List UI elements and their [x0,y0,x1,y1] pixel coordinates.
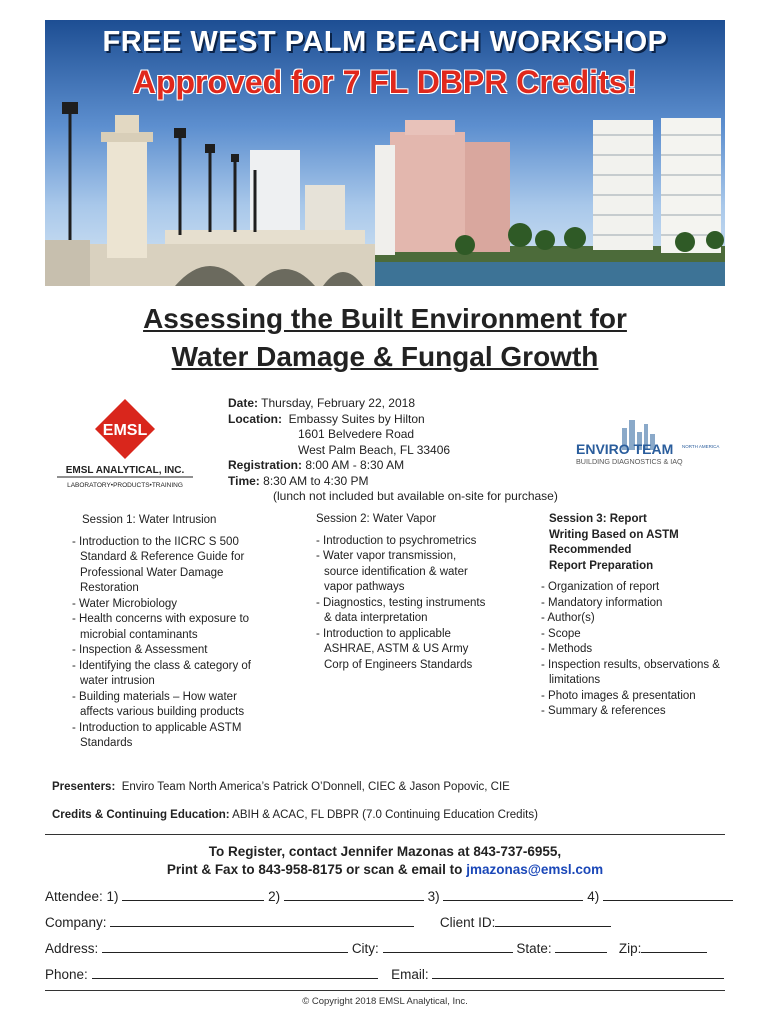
time-label: Time: [228,473,260,488]
credits-label: Credits & Continuing Education: [52,809,230,821]
session-3-topics [541,580,731,720]
attendee-2-label: 2) [268,889,281,904]
time-value: 8:30 AM to 4:30 PM [263,473,369,488]
registration-row [228,458,558,474]
list-item: - Health concerns with exposure to microbial contaminants [72,613,250,641]
attendee-3-label: 3) [427,889,440,904]
enviro-team-name: ENVIRO TEAM [576,441,674,457]
workshop-banner [45,20,725,286]
location-line-3: West Palm Beach, FL 33406 [298,442,451,457]
workshop-headline [0,300,770,376]
session-2-topics [316,534,486,674]
date-label: Date: [228,396,259,410]
list-item: - Building materials – How water affects various building products [72,690,245,718]
attendee-1-field[interactable] [122,887,264,901]
list-item: - Inspection results, observations & limitations [541,658,720,686]
emsl-mark: EMSL [102,422,148,439]
emsl-company-name: EMSL ANALYTICAL, INC. [65,465,185,476]
session-3-title-line-3: Recommended [549,544,632,556]
list-item: - Introduction to applicable ASTM Standards [72,721,242,749]
list-item: - Author(s) [541,612,595,624]
session-2-title: Session 2: Water Vapor [316,513,437,525]
enviro-region: NORTH AMERICA [682,444,720,449]
emsl-diamond-icon [55,395,195,490]
client-id-field[interactable] [495,913,611,927]
session-1 [72,513,272,752]
session-1-title: Session 1: Water Intrusion [82,514,217,526]
time-row [228,474,558,490]
session-3-title [541,512,731,574]
attendee-2-field[interactable] [284,887,424,901]
divider [45,990,725,991]
company-field[interactable] [110,913,414,927]
emsl-tagline: LABORATORY•PRODUCTS•TRAINING [67,482,183,489]
zip-field[interactable] [641,939,707,953]
city-field[interactable] [383,939,513,953]
registration-label: Registration: [228,458,303,472]
list-item: - Scope [541,627,581,640]
headline-line-1: Assessing the Built Environment for [143,303,627,334]
company-row [45,913,725,930]
enviro-team-logo [574,410,724,470]
session-3-title-line-2: Writing Based on ASTM [549,528,679,541]
credits-line [52,809,538,821]
state-field[interactable] [555,939,607,953]
list-item: - Organization of report [541,581,660,593]
enviro-tagline: BUILDING DIAGNOSTICS & IAQ [576,457,683,466]
session-3-title-line-4: Report Preparation [549,559,654,572]
state-label: State: [516,941,552,956]
attendee-4-label: 4) [587,889,600,904]
event-details [228,396,558,505]
headline-line-2: Water Damage & Fungal Growth [171,341,599,372]
register-line-2 [0,861,770,879]
email-label: Email: [391,967,429,982]
registration-instructions [0,843,770,879]
session-1-topics [72,535,272,752]
register-fax-text: Print & Fax to 843-958-8175 or scan & email to [166,862,463,877]
address-row [45,939,725,956]
presenters-line [52,781,510,793]
list-item: - Photo images & presentation [541,689,696,702]
list-item: - Methods [541,643,593,655]
session-3-title-line-1: Session 3: Report [549,513,647,525]
list-item: - Introduction to psychrometrics [316,534,477,547]
session-3 [541,512,731,720]
session-2 [316,512,486,673]
list-item: - Mandatory information [541,596,663,609]
date-value: Thursday, February 22, 2018 [261,396,416,410]
phone-field[interactable] [92,965,378,979]
list-item: - Summary & references [541,705,666,717]
list-item: - Inspection & Assessment [72,644,208,656]
address-field[interactable] [102,939,348,953]
attendee-3-field[interactable] [443,887,583,901]
register-email-link[interactable]: jmazonas@emsl.com [466,862,604,877]
banner-subtitle: Approved for 7 FL DBPR Credits! [132,64,638,100]
registration-value: 8:00 AM - 8:30 AM [305,458,405,472]
date-row [228,396,558,412]
lunch-note: (lunch not included but available on-site for purchase) [273,489,558,503]
divider [45,834,725,835]
location-label: Location: [228,411,282,426]
email-field[interactable] [432,965,724,979]
list-item: - Water vapor transmission, source identification & water vapor pathways [316,550,468,593]
banner-title: FREE WEST PALM BEACH WORKSHOP [102,26,668,58]
city-label: City: [351,941,379,956]
company-label: Company: [45,915,107,930]
credits-value: ABIH & ACAC, FL DBPR (7.0 Continuing Education Credits) [232,809,538,821]
zip-label: Zip: [618,941,642,956]
list-item: - Introduction to the IICRC S 500 Standard & Reference Guide for Professional Water Damage Restoration [72,535,245,594]
emsl-logo [55,395,195,490]
list-item: - Diagnostics, testing instruments & data interpretation [316,596,486,624]
attendee-row [45,887,725,904]
address-label: Address: [45,941,99,956]
register-line-1: To Register, contact Jennifer Mazonas at 843-737-6955, [208,844,562,859]
presenters-value: Enviro Team North America’s Patrick O’Donnell, CIEC & Jason Popovic, CIE [121,781,510,793]
list-item: - Water Microbiology [72,597,178,610]
attendee-4-field[interactable] [603,887,733,901]
copyright-notice: © Copyright 2018 EMSL Analytical, Inc. [302,996,468,1007]
city-skyline-photo [45,20,725,286]
attendee-label: Attendee: 1) [45,889,119,904]
list-item: - Introduction to applicable ASHRAE, ASTM & US Army Corp of Engineers Standards [316,627,473,671]
phone-row [45,965,725,982]
phone-label: Phone: [45,967,88,982]
enviro-skyline-icon [574,410,724,470]
list-item: - Identifying the class & category of water intrusion [72,659,251,687]
presenters-label: Presenters: [52,781,116,793]
client-id-label: Client ID: [439,915,496,930]
location-line-2: 1601 Belvedere Road [298,427,415,441]
location-row [228,412,558,428]
location-line-1: Embassy Suites by Hilton [288,411,425,426]
